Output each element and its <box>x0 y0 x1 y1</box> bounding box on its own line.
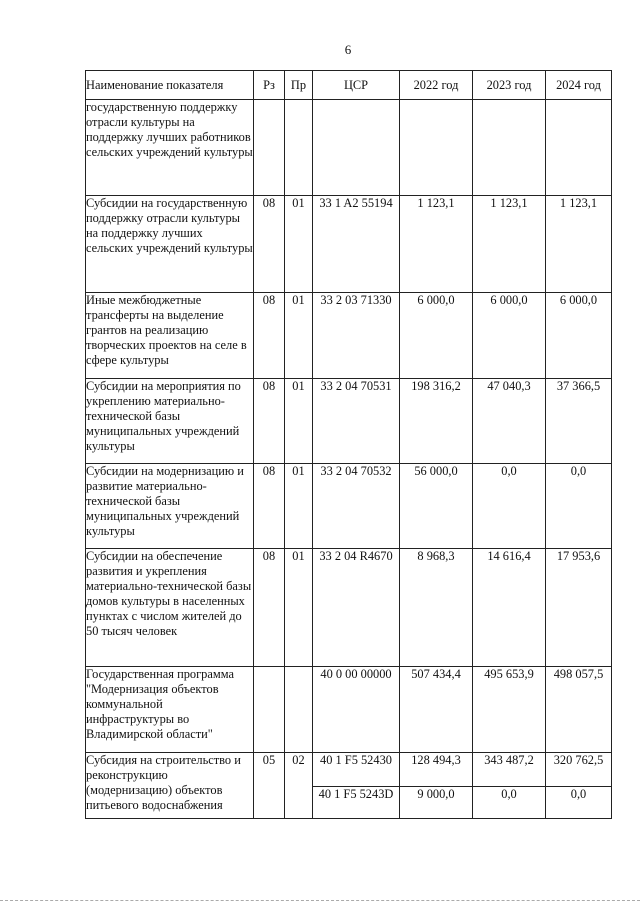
cell-y2024: 17 953,6 <box>546 549 612 667</box>
header-2024: 2024 год <box>546 71 612 100</box>
header-2023: 2023 год <box>473 71 546 100</box>
table-row <box>86 753 612 787</box>
cell-y2023: 343 487,2 <box>473 753 546 787</box>
cell-y2022: 6 000,0 <box>400 293 473 379</box>
cell-y2024: 1 123,1 <box>546 196 612 293</box>
cell-csr: 33 2 03 71330 <box>313 293 400 379</box>
cell-y2024: 6 000,0 <box>546 293 612 379</box>
cell-y2022: 8 968,3 <box>400 549 473 667</box>
cell-y2024: 498 057,5 <box>546 667 612 753</box>
cell-y2023: 0,0 <box>473 787 546 819</box>
cell-rz: 08 <box>254 549 285 667</box>
cell-y2023: 14 616,4 <box>473 549 546 667</box>
cell-y2022 <box>400 100 473 196</box>
cell-pr <box>285 667 313 753</box>
cell-name: Субсидии на государственную поддержку отрасли культуры на поддержку лучших сельских учреждений культуры <box>86 196 254 293</box>
cell-csr <box>313 100 400 196</box>
header-csr: ЦСР <box>313 71 400 100</box>
header-rz: Рз <box>254 71 285 100</box>
cell-y2023: 47 040,3 <box>473 379 546 464</box>
cell-pr: 01 <box>285 293 313 379</box>
cell-csr: 40 0 00 00000 <box>313 667 400 753</box>
cell-y2024: 0,0 <box>546 464 612 549</box>
cell-rz: 08 <box>254 379 285 464</box>
cell-y2023: 495 653,9 <box>473 667 546 753</box>
cell-csr: 33 2 04 R4670 <box>313 549 400 667</box>
cell-rz: 08 <box>254 464 285 549</box>
cell-rz: 08 <box>254 293 285 379</box>
cell-rz <box>254 667 285 753</box>
cell-pr: 01 <box>285 464 313 549</box>
cell-pr: 01 <box>285 379 313 464</box>
table-row <box>86 379 612 464</box>
cell-name: Государственная программа "Модернизация объектов коммунальной инфраструктуры во Владимирской области" <box>86 667 254 753</box>
cell-pr: 02 <box>285 753 313 819</box>
cell-pr <box>285 100 313 196</box>
cell-name: Субсидии на модернизацию и развитие материально-технической базы муниципальных учреждений культуры <box>86 464 254 549</box>
page-number: 6 <box>344 42 352 57</box>
table-row <box>86 667 612 753</box>
cell-y2022: 56 000,0 <box>400 464 473 549</box>
table-row <box>86 196 612 293</box>
cell-name: Субсидии на обеспечение развития и укрепления материально-технической базы домов культуры в населенных пунктах с числом жителей до 50 тысяч человек <box>86 549 254 667</box>
cell-y2024 <box>546 100 612 196</box>
cell-y2023: 1 123,1 <box>473 196 546 293</box>
cell-csr: 33 1 A2 55194 <box>313 196 400 293</box>
cell-csr: 33 2 04 70531 <box>313 379 400 464</box>
cell-pr: 01 <box>285 196 313 293</box>
cell-name: Субсидия на строительство и реконструкцию (модернизацию) объектов питьевого водоснабжения <box>86 753 254 819</box>
table-header-row <box>86 71 612 100</box>
cell-y2023: 0,0 <box>473 464 546 549</box>
table-row <box>86 100 612 196</box>
cell-y2024: 0,0 <box>546 787 612 819</box>
cell-name: Субсидии на мероприятия по укреплению материально-технической базы муниципальных учреждений культуры <box>86 379 254 464</box>
cell-y2022: 128 494,3 <box>400 753 473 787</box>
cell-y2024: 320 762,5 <box>546 753 612 787</box>
table-row <box>86 293 612 379</box>
table-row <box>86 464 612 549</box>
cell-name: Иные межбюджетные трансферты на выделение грантов на реализацию творческих проектов на селе в сфере культуры <box>86 293 254 379</box>
cell-y2023: 6 000,0 <box>473 293 546 379</box>
cell-name: государственную поддержку отрасли культуры на поддержку лучших работников сельских учреждений культуры <box>86 100 254 196</box>
cell-csr: 33 2 04 70532 <box>313 464 400 549</box>
cell-y2022: 198 316,2 <box>400 379 473 464</box>
cell-y2022: 507 434,4 <box>400 667 473 753</box>
cell-y2024: 37 366,5 <box>546 379 612 464</box>
table-row <box>86 549 612 667</box>
budget-table <box>85 70 612 819</box>
cell-pr: 01 <box>285 549 313 667</box>
scan-edge-mark <box>0 900 640 901</box>
header-pr: Пр <box>285 71 313 100</box>
cell-rz: 08 <box>254 196 285 293</box>
cell-csr: 40 1 F5 5243D <box>313 787 400 819</box>
cell-y2022: 1 123,1 <box>400 196 473 293</box>
header-name: Наименование показателя <box>86 71 254 100</box>
cell-y2023 <box>473 100 546 196</box>
header-2022: 2022 год <box>400 71 473 100</box>
cell-rz: 05 <box>254 753 285 819</box>
cell-rz <box>254 100 285 196</box>
cell-y2022: 9 000,0 <box>400 787 473 819</box>
cell-csr: 40 1 F5 52430 <box>313 753 400 787</box>
